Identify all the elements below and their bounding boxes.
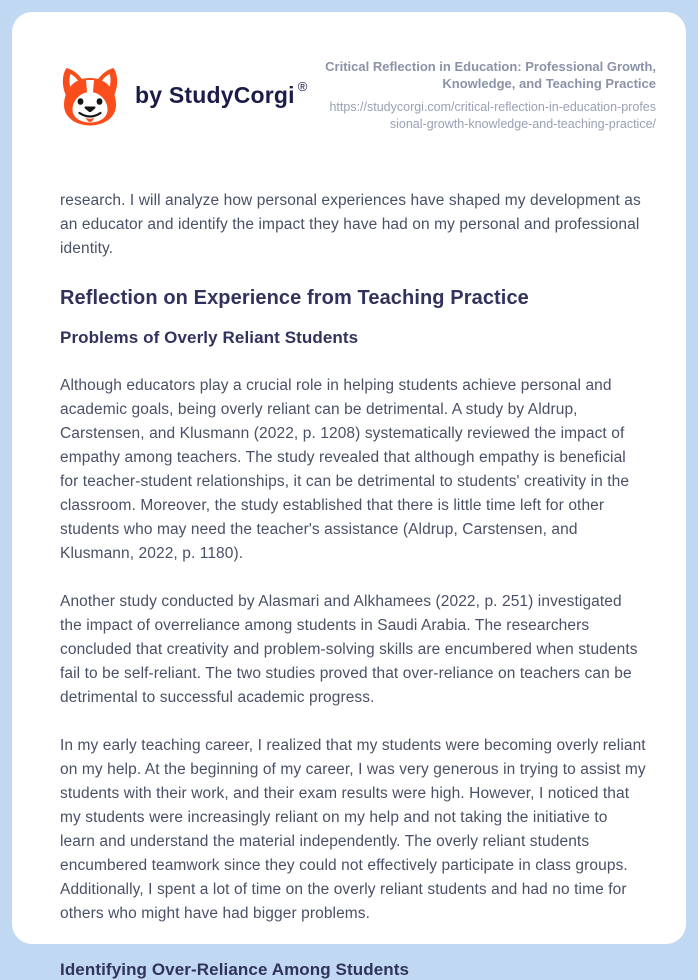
document-meta bbox=[324, 58, 656, 133]
paragraph-personal-experience: In my early teaching career, I realized that my students were becoming overly reliant on my help. At the beginning of my career, I was very generous in trying to assist my students with their work, and their exam results were high. However, I noticed that my students were increasingly reliant on my help and not taking the initiative to learn and understand the material independently. The overly reliant students encumbered teamwork since they could not effectively participate in class groups. Additionally, I spent a lot of time on the overly reliant students and had no time for others who might have had bigger problems. bbox=[60, 737, 646, 922]
document-header bbox=[12, 12, 686, 133]
document-body bbox=[12, 133, 686, 980]
paragraph-study-aldrup: Although educators play a crucial role in helping students achieve personal and academic goals, being overly reliant can be detrimental. A study by Aldrup, Carstensen, and Klusmann (2022, p. 1208) systematically reviewed the impact of empathy among teachers. The study revealed that although empathy is beneficial for teacher-student relationships, it can be detrimental to students' creativity in the classroom. Moreover, the study established that there is little time left for other students who may need the teacher's assistance (Aldrup, Carstensen, and Klusmann, 2022, p. 1180). bbox=[60, 377, 630, 562]
subsection-heading-problems: Problems of Overly Reliant Students bbox=[60, 328, 359, 347]
logo-text: by StudyCorgi bbox=[135, 82, 295, 108]
document-url-link[interactable]: https://studycorgi.com/critical-reflection-in-education-professional-growth-knowledge-and-teaching-practice/ bbox=[329, 100, 656, 131]
document-card bbox=[12, 12, 686, 979]
document-title: Critical Reflection in Education: Professional Growth, Knowledge, and Teaching Practice bbox=[325, 59, 656, 91]
studycorgi-logo bbox=[58, 65, 307, 127]
subsection-heading-identifying: Identifying Over-Reliance Among Students bbox=[60, 960, 410, 979]
registered-trademark: ® bbox=[297, 79, 308, 94]
section-heading-reflection: Reflection on Experience from Teaching Practice bbox=[60, 287, 529, 309]
paragraph-intro-continuation: research. I will analyze how personal experiences have shaped my development as an educator and identify the impact they have had on my personal and professional identity. bbox=[60, 192, 641, 257]
corgi-logo-icon bbox=[58, 65, 122, 127]
paragraph-study-alasmari: Another study conducted by Alasmari and Alkhamees (2022, p. 251) investigated the impact of overreliance among students in Saudi Arabia. The researchers concluded that creativity and problem-solving skills are encumbered when students fail to be self-reliant. The two studies proved that over-reliance on teachers can be detrimental to successful academic progress. bbox=[60, 593, 638, 706]
